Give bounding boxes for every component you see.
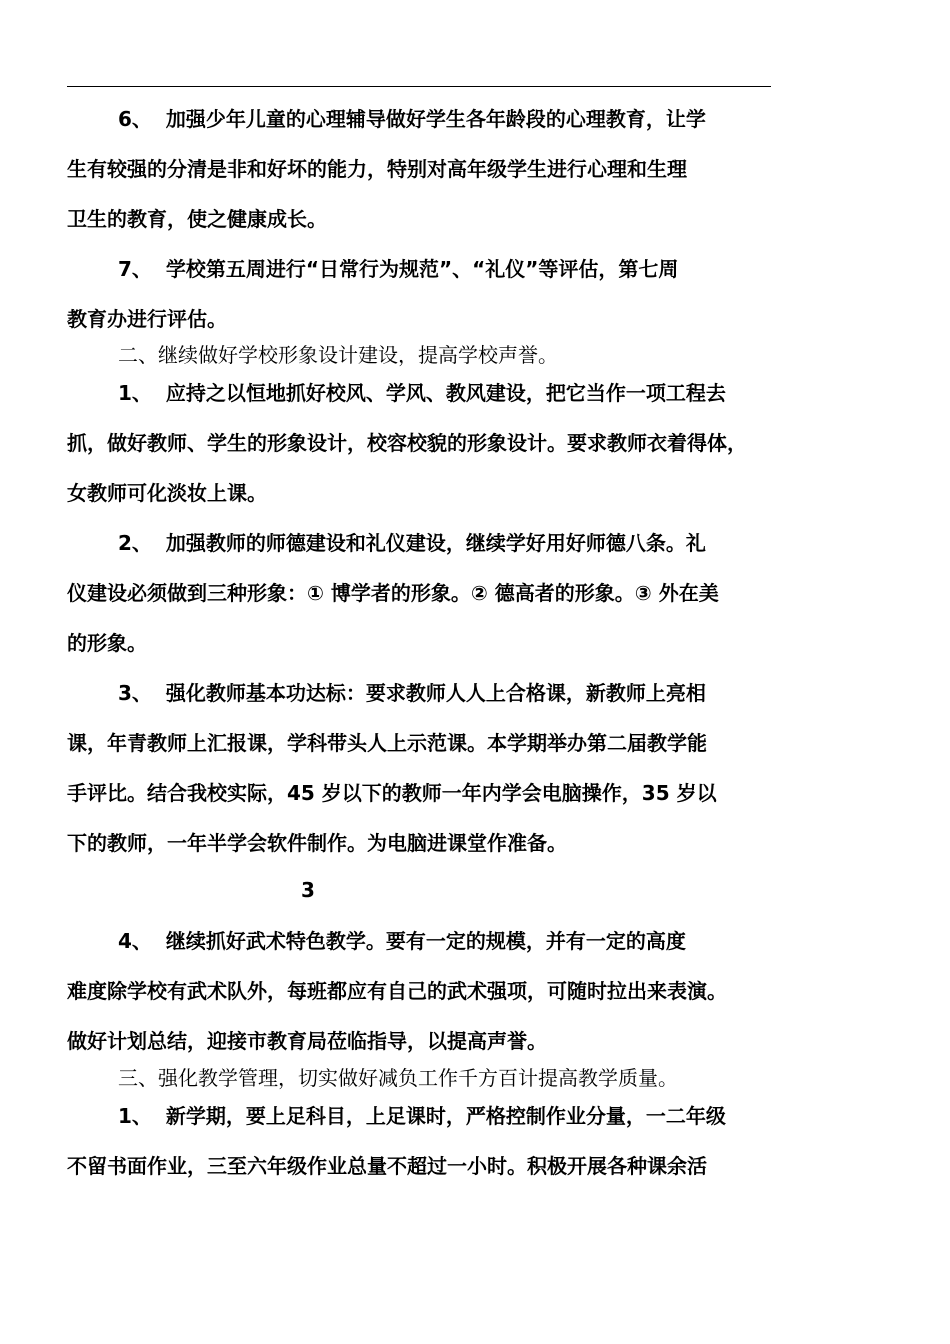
text-line: 抓，做好教师、学生的形象设计，校容校貌的形象设计。要求教师衣着得体， (67, 431, 747, 455)
text-line: 做好计划总结，迎接市教育局莅临指导，以提高声誉。 (67, 1029, 547, 1053)
text-line: 生有较强的分清是非和好坏的能力，特别对高年级学生进行心理和生理 (67, 157, 687, 181)
text-line: 仪建设必须做到三种形象：① 博学者的形象。② 德高者的形象。③ 外在美 (67, 581, 719, 605)
text-line: 女教师可化淡妆上课。 (67, 481, 267, 505)
page-number: 3 (301, 878, 315, 902)
text-line: 1、 应持之以恒地抓好校风、学风、教风建设，把它当作一项工程去 (118, 381, 726, 405)
header-rule (67, 86, 771, 87)
text-line: 6、 加强少年儿童的心理辅导做好学生各年龄段的心理教育，让学 (118, 107, 706, 131)
text-line: 难度除学校有武术队外，每班都应有自己的武术强项，可随时拉出来表演。 (67, 979, 727, 1003)
section-heading: 三、强化教学管理，切实做好减负工作千方百计提高教学质量。 (118, 1066, 678, 1090)
text-line: 下的教师，一年半学会软件制作。为电脑进课堂作准备。 (67, 831, 567, 855)
text-line: 手评比。结合我校实际，45 岁以下的教师一年内学会电脑操作，35 岁以 (67, 781, 717, 805)
text-line: 1、 新学期，要上足科目，上足课时，严格控制作业分量，一二年级 (118, 1104, 726, 1128)
text-line: 3、 强化教师基本功达标：要求教师人人上合格课，新教师上亮相 (118, 681, 706, 705)
text-line: 的形象。 (67, 631, 147, 655)
text-line: 课，年青教师上汇报课，学科带头人上示范课。本学期举办第二届教学能 (67, 731, 707, 755)
text-line: 4、 继续抓好武术特色教学。要有一定的规模，并有一定的高度 (118, 929, 686, 953)
text-line: 教育办进行评估。 (67, 307, 227, 331)
text-line: 7、 学校第五周进行“日常行为规范”、“礼仪”等评估，第七周 (118, 257, 679, 281)
text-line: 2、 加强教师的师德建设和礼仪建设，继续学好用好师德八条。礼 (118, 531, 706, 555)
section-heading: 二、继续做好学校形象设计建设，提高学校声誉。 (118, 343, 558, 367)
text-line: 不留书面作业，三至六年级作业总量不超过一小时。积极开展各种课余活 (67, 1154, 707, 1178)
text-line: 卫生的教育，使之健康成长。 (67, 207, 327, 231)
